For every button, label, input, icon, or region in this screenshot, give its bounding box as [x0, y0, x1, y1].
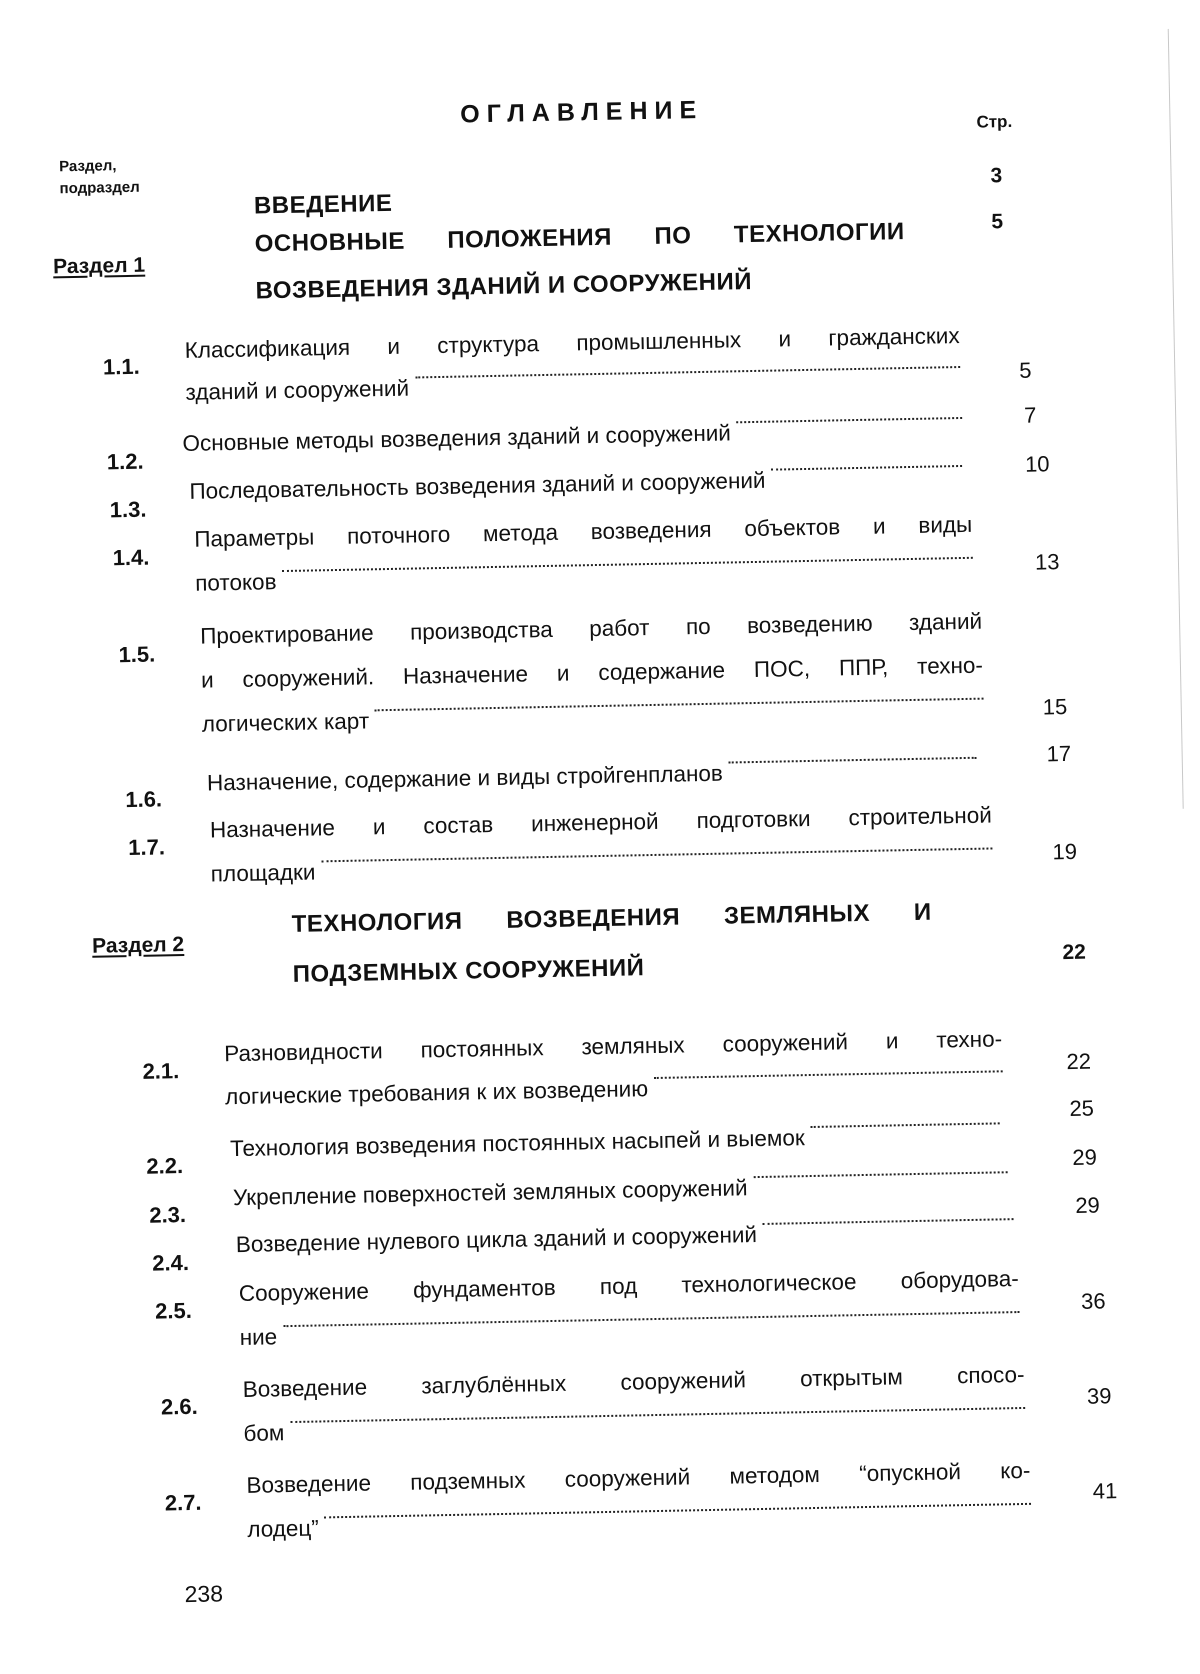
item-2-4-number: 2.4. [151, 1249, 190, 1276]
item-2-6-page: 39 [1086, 1383, 1112, 1409]
section-2-label: Раздел 2 [91, 933, 185, 958]
item-2-5-line1: Сооружение фундаментов под технологическое оборудова- [238, 1266, 1019, 1307]
item-1-1-leader [415, 365, 960, 378]
section-column-header-line1: Раздел, [59, 157, 117, 176]
item-2-6-leader [290, 1406, 1025, 1423]
section-1-title-line1: ОСНОВНЫЕ ПОЛОЖЕНИЯ ПО ТЕХНОЛОГИИ [254, 218, 905, 258]
item-1-5-leader [375, 697, 984, 712]
section-1-label: Раздел 1 [52, 253, 146, 279]
item-1-6-page: 17 [1046, 740, 1072, 767]
item-1-3-leader [771, 464, 962, 471]
section-2-page: 22 [1062, 940, 1087, 965]
item-2-3-number: 2.3. [149, 1202, 187, 1228]
item-1-6-number: 1.6. [125, 786, 163, 813]
item-2-4-line1: Возведение нулевого цикла зданий и сооружений [235, 1222, 758, 1258]
section-column-header [59, 155, 140, 201]
section-1-title [254, 218, 905, 305]
item-2-7-number: 2.7. [164, 1489, 202, 1516]
item-2-5-page: 36 [1080, 1288, 1106, 1314]
item-2-6-line1: Возведение заглублённых сооружений открытым спосо- [242, 1361, 1025, 1402]
item-2-2-title [230, 1121, 1000, 1162]
item-2-6-number: 2.6. [160, 1393, 198, 1420]
item-2-4-leader [763, 1217, 1014, 1225]
item-1-2-number: 1.2. [106, 448, 144, 475]
item-1-5-line1: Проектирование производства работ по возведению зданий [199, 608, 983, 649]
section-1-title-line2: ВОЗВЕДЕНИЯ ЗДАНИЙ И СООРУЖЕНИЙ [255, 267, 753, 305]
item-1-6-leader [729, 756, 977, 764]
section-1-page: 5 [991, 210, 1004, 234]
item-1-2-title [182, 416, 962, 457]
item-1-2-leader [737, 416, 963, 423]
item-1-6-line1: Назначение, содержание и виды стройгенпланов [206, 760, 724, 796]
item-2-2-leader [810, 1121, 999, 1128]
item-2-1-line2: логические требования к их возведению [224, 1076, 649, 1110]
section-2-title-line2: ПОДЗЕМНЫХ СООРУЖЕНИЙ [292, 954, 645, 988]
item-1-3-title [189, 464, 962, 505]
item-1-2-page: 7 [1023, 402, 1037, 428]
item-1-4-line1: Параметры поточного метода возведения объектов и виды [194, 511, 973, 552]
item-1-3-line1: Последовательность возведения зданий и сооружений [189, 467, 766, 504]
page-title: ОГЛАВЛЕНИЕ [459, 95, 704, 129]
item-2-2-page: 25 [1069, 1095, 1095, 1122]
section-column-header-line2: подраздел [59, 178, 140, 198]
footer-page-number: 238 [184, 1580, 224, 1608]
item-2-2-line1: Технология возведения постоянных насыпей и выемок [229, 1125, 805, 1162]
item-1-1-line2: зданий и сооружений [185, 375, 410, 405]
item-1-4-leader [282, 556, 973, 572]
item-1-4-line2: потоков [194, 569, 277, 596]
item-1-3-number: 1.3. [109, 496, 147, 523]
page-edge-line [1168, 29, 1184, 809]
item-1-1-title [184, 323, 960, 406]
intro-title: ВВЕДЕНИЕ [253, 189, 393, 220]
item-1-5-line3: логических карт [201, 708, 370, 737]
section-2-title-line1: ТЕХНОЛОГИЯ ВОЗВЕДЕНИЯ ЗЕМЛЯНЫХ И [291, 898, 932, 938]
item-1-7-title [210, 802, 993, 887]
item-2-2-number: 2.2. [146, 1153, 184, 1179]
item-2-7-line1: Возведение подземных сооружений методом “опускной ко- [246, 1457, 1031, 1498]
item-2-5-title [239, 1266, 1020, 1351]
item-2-6-title [242, 1362, 1025, 1447]
item-1-5-title [200, 609, 984, 738]
item-2-7-page: 41 [1092, 1478, 1118, 1504]
item-1-1-number: 1.1. [102, 353, 140, 380]
item-1-5-line2: и сооружений. Назначение и содержание ПОС, ППР, техно- [200, 652, 984, 693]
item-2-1-line1: Разновидности постоянных земляных сооружений и техно- [223, 1026, 1003, 1067]
item-2-7-leader [325, 1502, 1031, 1519]
item-2-5-number: 2.5. [154, 1297, 193, 1324]
item-1-7-number: 1.7. [128, 834, 166, 861]
item-2-7-line2: лодец” [247, 1515, 320, 1542]
item-2-1-leader [654, 1069, 1003, 1079]
item-2-1-page: 22 [1066, 1048, 1092, 1075]
item-1-6-title [207, 756, 977, 797]
item-2-4-page: 29 [1075, 1192, 1101, 1218]
section-2-title [291, 899, 932, 989]
item-2-1-number: 2.1. [142, 1058, 180, 1084]
item-2-4-title [236, 1217, 1014, 1258]
item-2-7-title [246, 1458, 1031, 1543]
item-1-7-line1: Назначение и состав инженерной подготовки строительной [209, 802, 993, 843]
item-2-6-line2: бом [243, 1420, 285, 1446]
item-1-1-line1: Классификация и структура промышленных и гражданских [184, 323, 960, 363]
item-1-4-number: 1.4. [112, 544, 150, 571]
item-1-1-page: 5 [1019, 357, 1032, 383]
page-column-header: Стр. [976, 111, 1013, 132]
item-1-7-page: 19 [1052, 838, 1078, 865]
item-2-1-title [224, 1026, 1003, 1110]
item-2-3-line1: Укрепление поверхностей земляных сооружений [232, 1175, 748, 1211]
item-1-5-page: 15 [1042, 694, 1068, 720]
item-1-4-page: 13 [1034, 549, 1060, 575]
item-2-3-title [233, 1170, 1008, 1211]
item-1-2-line1: Основные методы возведения зданий и сооружений [182, 420, 732, 456]
item-1-4-title [194, 512, 973, 597]
item-2-5-leader [283, 1310, 1019, 1327]
item-1-3-page: 10 [1024, 451, 1050, 477]
item-1-7-leader [321, 846, 992, 862]
item-2-3-page: 29 [1072, 1144, 1098, 1170]
item-2-5-line2: ние [239, 1324, 278, 1351]
item-2-3-leader [753, 1170, 1007, 1178]
intro-page: 3 [990, 164, 1003, 188]
item-1-5-number: 1.5. [118, 641, 156, 668]
item-1-7-line2: площадки [210, 859, 316, 887]
